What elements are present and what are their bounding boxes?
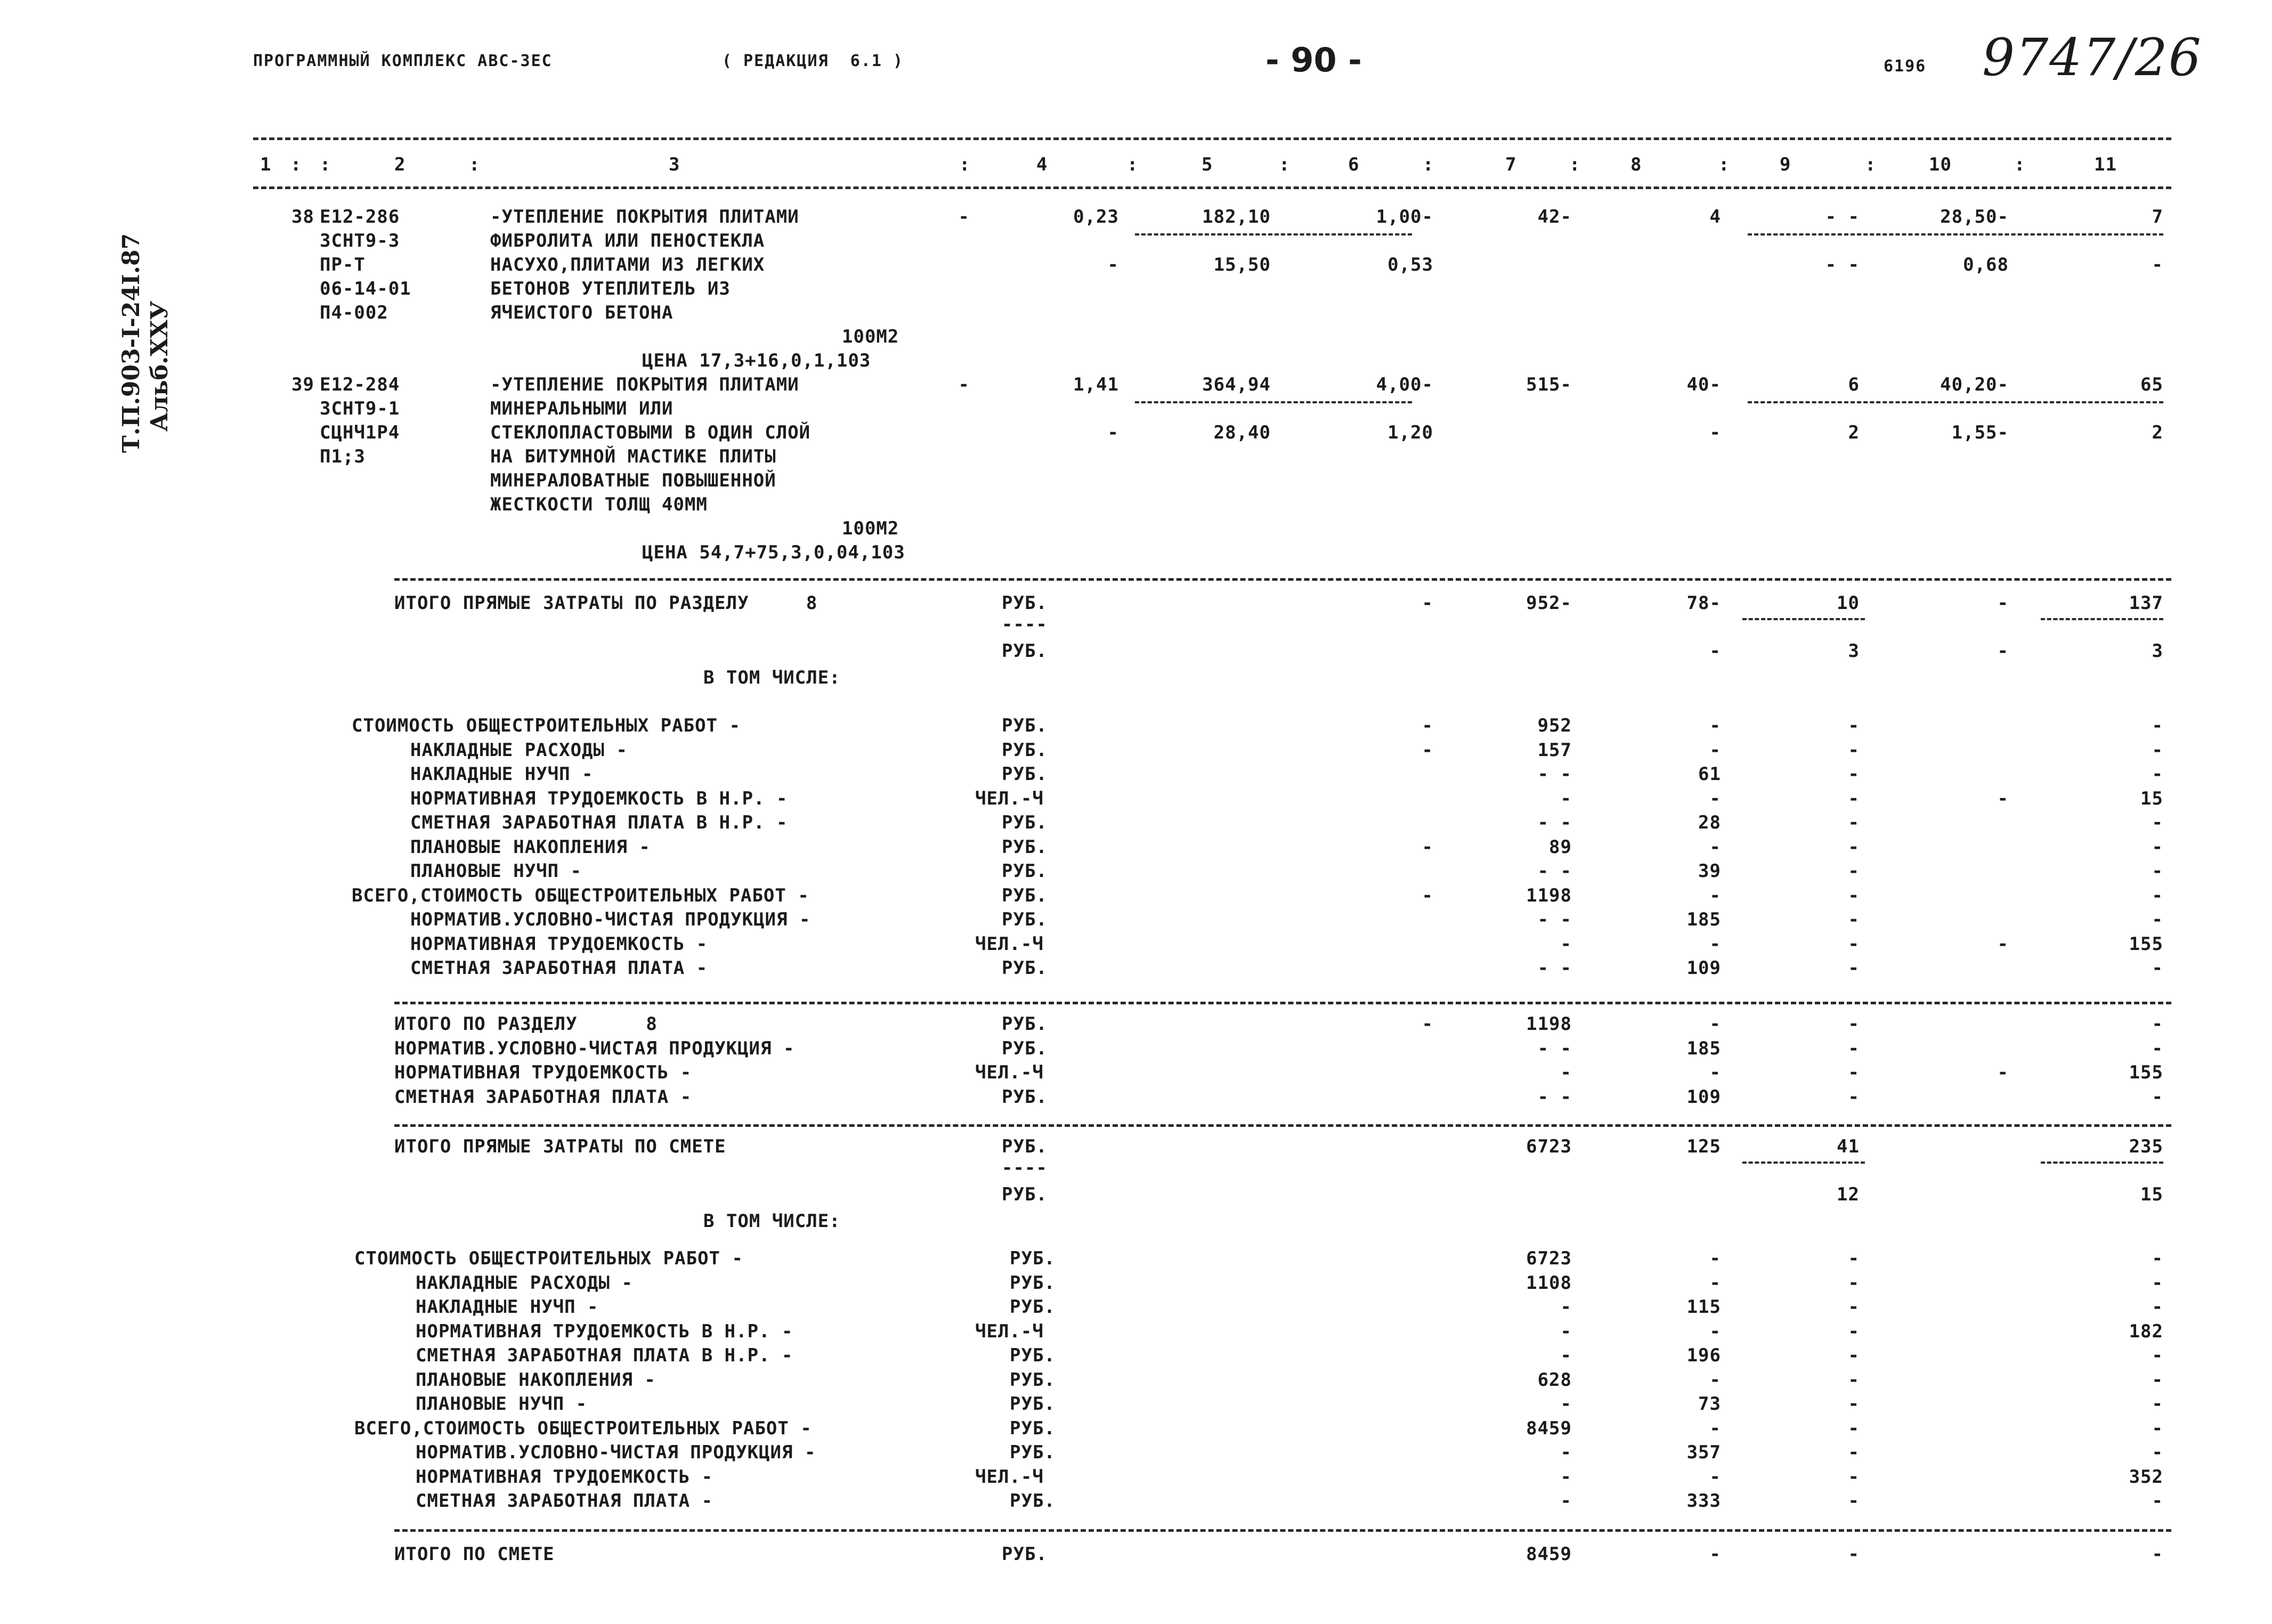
- item-value-c10: 1,55-: [1951, 422, 2009, 443]
- column-separator: :: [1423, 154, 1434, 175]
- section-total-cell-rule: [2041, 618, 2163, 620]
- estimate-breakdown-c8: 333: [1686, 1490, 1721, 1512]
- estimate-breakdown-c7: -: [1560, 1466, 1572, 1488]
- breakdown-unit: РУБ.: [1002, 836, 1048, 858]
- column-separator: :: [1718, 154, 1730, 175]
- estimate-total-cell-rule: [2041, 1162, 2163, 1164]
- summary-unit: РУБ.: [1002, 1013, 1048, 1035]
- column-separator: :: [2014, 154, 2026, 175]
- estimate-breakdown-c11: 182: [2129, 1320, 2163, 1342]
- program-title: ПРОГРАММНЫЙ КОМПЛЕКС АВС-ЗЕС: [253, 52, 553, 70]
- section-total-c9: 3: [1848, 640, 1860, 662]
- item-value-c8: 4: [1709, 206, 1721, 228]
- breakdown-c11: -: [2152, 884, 2163, 906]
- breakdown-unit: РУБ.: [1002, 812, 1048, 833]
- column-separator: :: [1569, 154, 1581, 175]
- breakdown-c11: -: [2152, 909, 2163, 930]
- estimate-breakdown-label: НАКЛАДНЫЕ НУЧП -: [416, 1296, 599, 1318]
- item-value-c4: 1,41: [1073, 374, 1119, 395]
- summary-c7: -: [1560, 1062, 1572, 1083]
- estimate-total-c8: 125: [1686, 1136, 1721, 1157]
- estimate-breakdown-unit: РУБ.: [1010, 1296, 1056, 1318]
- section-total-cell-rule: [1742, 618, 1865, 620]
- page-number: - 90 -: [1265, 40, 1362, 79]
- estimate-breakdown-c9: -: [1848, 1369, 1860, 1391]
- estimate-breakdown-unit: РУБ.: [1010, 1248, 1056, 1269]
- item-cell-rule: [1748, 401, 2163, 403]
- estimate-total-unit2: РУБ.: [1002, 1184, 1048, 1205]
- item-value-c6: 4,00-: [1376, 374, 1433, 395]
- estimate-breakdown-c11: -: [2152, 1248, 2163, 1269]
- section-total-c6: -: [1422, 592, 1433, 614]
- estimate-breakdown-c9: -: [1848, 1272, 1860, 1294]
- header-rule-bottom: [253, 186, 2171, 189]
- section-summary-rule: [394, 1002, 2171, 1004]
- estimate-breakdown-label: ПЛАНОВЫЕ НАКОПЛЕНИЯ -: [416, 1369, 656, 1391]
- item-value-c5: 28,40: [1213, 422, 1271, 443]
- grand-total-label: ИТОГО ПО СМЕТЕ: [394, 1544, 555, 1565]
- item-description-line: -УТЕПЛЕНИЕ ПОКРЫТИЯ ПЛИТАМИ: [490, 374, 799, 395]
- summary-unit: РУБ.: [1002, 1086, 1048, 1108]
- estimate-breakdown-c7: -: [1560, 1320, 1572, 1342]
- breakdown-c7: - -: [1537, 957, 1572, 979]
- column-separator: :: [469, 154, 481, 175]
- estimate-breakdown-label: ВСЕГО,СТОИМОСТЬ ОБЩЕСТРОИТЕЛЬНЫХ РАБОТ -: [354, 1417, 812, 1439]
- estimate-breakdown-c11: -: [2152, 1369, 2163, 1391]
- breakdown-c7: -: [1560, 933, 1572, 955]
- item-value-c3: -: [958, 206, 970, 228]
- item-description-line: МИНЕРАЛОВАТНЫЕ ПОВЫШЕННОЙ: [490, 470, 776, 491]
- item-code: ЗСНТ9-3: [320, 230, 400, 251]
- item-value-c11: 65: [2140, 374, 2163, 395]
- handwritten-reference: 9747/26: [1982, 28, 2202, 87]
- estimate-total-c9: 41: [1837, 1136, 1860, 1157]
- breakdown-label: НАКЛАДНЫЕ РАСХОДЫ -: [410, 739, 628, 761]
- section-total-c9: 10: [1837, 592, 1860, 614]
- item-description-line: -УТЕПЛЕНИЕ ПОКРЫТИЯ ПЛИТАМИ: [490, 206, 799, 228]
- breakdown-c11: -: [2152, 860, 2163, 882]
- breakdown-c8: -: [1709, 836, 1721, 858]
- breakdown-unit: ЧЕЛ.-Ч: [975, 933, 1044, 955]
- breakdown-label: ПЛАНОВЫЕ НУЧП -: [410, 860, 582, 882]
- breakdown-c8: 28: [1698, 812, 1721, 833]
- breakdown-unit: РУБ.: [1002, 860, 1048, 882]
- column-separator: :: [290, 154, 302, 175]
- breakdown-c8: 61: [1698, 764, 1721, 785]
- estimate-breakdown-c9: -: [1848, 1466, 1860, 1488]
- item-code: ЗСНТ9-1: [320, 398, 400, 419]
- column-header-9: 9: [1780, 154, 1791, 175]
- item-number: 38: [291, 206, 314, 228]
- breakdown-c7: -: [1560, 787, 1572, 809]
- breakdown-c7: - -: [1537, 812, 1572, 833]
- column-separator: :: [320, 154, 331, 175]
- breakdown-c9: -: [1848, 884, 1860, 906]
- breakdown-label: НОРМАТИВ.УСЛОВНО-ЧИСТАЯ ПРОДУКЦИЯ -: [410, 909, 811, 930]
- breakdown-c7: - -: [1537, 860, 1572, 882]
- estimate-breakdown-c7: -: [1560, 1393, 1572, 1415]
- item-number: 39: [291, 374, 314, 395]
- estimate-breakdown-c8: 357: [1686, 1442, 1721, 1463]
- grand-total-c8: -: [1709, 1544, 1721, 1565]
- breakdown-c9: -: [1848, 836, 1860, 858]
- breakdown-c6: -: [1422, 836, 1433, 858]
- breakdown-c10: -: [1997, 933, 2009, 955]
- breakdown-c6: -: [1422, 715, 1433, 736]
- breakdown-c10: -: [1997, 787, 2009, 809]
- breakdown-c8: -: [1709, 739, 1721, 761]
- section-total-c10: -: [1997, 640, 2009, 662]
- item-value-c4: -: [1107, 254, 1119, 275]
- breakdown-c9: -: [1848, 715, 1860, 736]
- item-unit: 100М2: [842, 326, 899, 347]
- breakdown-c9: -: [1848, 787, 1860, 809]
- summary-c8: 109: [1686, 1086, 1721, 1108]
- section-total-unit: РУБ.: [1002, 592, 1048, 614]
- estimate-breakdown-c8: 115: [1686, 1296, 1721, 1318]
- edition-label: ( РЕДАКЦИЯ 6.1 ): [722, 52, 904, 70]
- breakdown-c7: 952: [1537, 715, 1572, 736]
- breakdown-c9: -: [1848, 933, 1860, 955]
- estimate-breakdown-label: НОРМАТИВНАЯ ТРУДОЕМКОСТЬ В Н.Р. -: [416, 1320, 793, 1342]
- item-code: Е12-286: [320, 206, 400, 228]
- summary-c8: -: [1709, 1062, 1721, 1083]
- column-header-6: 6: [1348, 154, 1360, 175]
- estimate-total-c11: 15: [2140, 1184, 2163, 1205]
- estimate-breakdown-unit: РУБ.: [1010, 1393, 1056, 1415]
- estimate-breakdown-c7: 1108: [1526, 1272, 1572, 1294]
- item-code: П4-002: [320, 302, 388, 323]
- column-header-8: 8: [1630, 154, 1642, 175]
- item-value-c11: 7: [2152, 206, 2163, 228]
- summary-c11: -: [2152, 1013, 2163, 1035]
- section-total-c8: 78-: [1686, 592, 1721, 614]
- column-header-5: 5: [1202, 154, 1213, 175]
- estimate-breakdown-c11: -: [2152, 1296, 2163, 1318]
- summary-c7: - -: [1537, 1086, 1572, 1108]
- section-rule: [394, 578, 2171, 581]
- summary-unit: РУБ.: [1002, 1037, 1048, 1059]
- summary-c9: -: [1848, 1037, 1860, 1059]
- item-value-c10: 28,50-: [1940, 206, 2009, 228]
- item-description-line: СТЕКЛОПЛАСТОВЫМИ В ОДИН СЛОЙ: [490, 422, 811, 443]
- item-description-line: МИНЕРАЛЬНЫМИ ИЛИ: [490, 398, 674, 419]
- breakdown-label: НОРМАТИВНАЯ ТРУДОЕМКОСТЬ В Н.Р. -: [410, 787, 788, 809]
- column-header-10: 10: [1929, 154, 1952, 175]
- summary-c9: -: [1848, 1086, 1860, 1108]
- estimate-breakdown-c7: -: [1560, 1490, 1572, 1512]
- breakdown-c8: -: [1709, 715, 1721, 736]
- breakdown-unit: РУБ.: [1002, 715, 1048, 736]
- item-code: СЦНЧ1Р4: [320, 422, 400, 443]
- estimate-total-c7: 6723: [1526, 1136, 1572, 1157]
- item-description-line: ЯЧЕИСТОГО БЕТОНА: [490, 302, 674, 323]
- side-stamp-line1: Т.П.903-I-24I.87: [118, 233, 145, 453]
- item-value-c10: 0,68: [1963, 254, 2009, 275]
- section-total-c11: 137: [2129, 592, 2163, 614]
- breakdown-c7: 157: [1537, 739, 1572, 761]
- estimate-breakdown-label: СМЕТНАЯ ЗАРАБОТНАЯ ПЛАТА -: [416, 1490, 713, 1512]
- breakdown-c8: 109: [1686, 957, 1721, 979]
- estimate-breakdown-label: ПЛАНОВЫЕ НУЧП -: [416, 1393, 588, 1415]
- item-value-c7: 515-: [1526, 374, 1572, 395]
- section-total-dash: ----: [1002, 614, 1048, 635]
- summary-c11: -: [2152, 1037, 2163, 1059]
- estimate-breakdown-c9: -: [1848, 1345, 1860, 1366]
- estimate-rule: [394, 1124, 2171, 1127]
- estimate-breakdown-c11: -: [2152, 1417, 2163, 1439]
- breakdown-c9: -: [1848, 957, 1860, 979]
- breakdown-c11: -: [2152, 715, 2163, 736]
- estimate-breakdown-c11: -: [2152, 1490, 2163, 1512]
- item-description-line: БЕТОНОВ УТЕПЛИТЕЛЬ ИЗ: [490, 278, 731, 299]
- estimate-breakdown-c7: -: [1560, 1345, 1572, 1366]
- grand-total-unit: РУБ.: [1002, 1544, 1048, 1565]
- breakdown-c8: 39: [1698, 860, 1721, 882]
- item-value-c8: -: [1709, 422, 1721, 443]
- summary-c11: 155: [2129, 1062, 2163, 1083]
- column-separator: :: [959, 154, 971, 175]
- document-code: 6196: [1884, 57, 1927, 76]
- breakdown-label: СТОИМОСТЬ ОБЩЕСТРОИТЕЛЬНЫХ РАБОТ -: [352, 715, 741, 736]
- item-value-c5: 15,50: [1213, 254, 1271, 275]
- item-code: ПР-Т: [320, 254, 366, 275]
- summary-label: НОРМАТИВНАЯ ТРУДОЕМКОСТЬ -: [394, 1062, 692, 1083]
- estimate-breakdown-label: СТОИМОСТЬ ОБЩЕСТРОИТЕЛЬНЫХ РАБОТ -: [354, 1248, 743, 1269]
- estimate-breakdown-c11: -: [2152, 1442, 2163, 1463]
- estimate-total-label: ИТОГО ПРЯМЫЕ ЗАТРАТЫ ПО СМЕТЕ: [394, 1136, 726, 1157]
- breakdown-label: НОРМАТИВНАЯ ТРУДОЕМКОСТЬ -: [410, 933, 708, 955]
- estimate-breakdown-unit: РУБ.: [1010, 1490, 1056, 1512]
- estimate-breakdown-c9: -: [1848, 1490, 1860, 1512]
- breakdown-label: НАКЛАДНЫЕ НУЧП -: [410, 764, 594, 785]
- summary-label: НОРМАТИВ.УСЛОВНО-ЧИСТАЯ ПРОДУКЦИЯ -: [394, 1037, 795, 1059]
- summary-c10: -: [1997, 1062, 2009, 1083]
- item-value-c3: -: [958, 374, 970, 395]
- breakdown-c7: 1198: [1526, 884, 1572, 906]
- breakdown-c11: -: [2152, 957, 2163, 979]
- summary-c8: -: [1709, 1013, 1721, 1035]
- estimate-breakdown-c8: -: [1709, 1369, 1721, 1391]
- estimate-breakdown-c11: -: [2152, 1345, 2163, 1366]
- column-header-3: 3: [669, 154, 680, 175]
- breakdown-c7: 89: [1549, 836, 1572, 858]
- estimate-breakdown-c8: -: [1709, 1272, 1721, 1294]
- estimate-breakdown-c7: -: [1560, 1442, 1572, 1463]
- estimate-breakdown-c8: -: [1709, 1417, 1721, 1439]
- estimate-total-unit: РУБ.: [1002, 1136, 1048, 1157]
- breakdown-c8: -: [1709, 933, 1721, 955]
- estimate-breakdown-c11: 352: [2129, 1466, 2163, 1488]
- breakdown-c11: -: [2152, 764, 2163, 785]
- item-description-line: НА БИТУМНОЙ МАСТИКЕ ПЛИТЫ: [490, 446, 776, 467]
- item-value-c5: 182,10: [1202, 206, 1271, 228]
- breakdown-c8: -: [1709, 884, 1721, 906]
- breakdown-c9: -: [1848, 812, 1860, 833]
- item-value-c7: 42-: [1537, 206, 1572, 228]
- breakdown-c9: -: [1848, 860, 1860, 882]
- breakdown-c11: 155: [2129, 933, 2163, 955]
- item-value-c6: 1,00-: [1376, 206, 1433, 228]
- item-value-c6: 1,20: [1387, 422, 1433, 443]
- estimate-breakdown-c8: -: [1709, 1466, 1721, 1488]
- item-value-c11: 2: [2152, 422, 2163, 443]
- item-value-c10: 40,20-: [1940, 374, 2009, 395]
- estimate-total-cell-rule: [1742, 1162, 1865, 1164]
- column-header-4: 4: [1036, 154, 1048, 175]
- breakdown-c6: -: [1422, 739, 1433, 761]
- summary-c11: -: [2152, 1086, 2163, 1108]
- section-total-c10: -: [1997, 592, 2009, 614]
- column-header-11: 11: [2094, 154, 2117, 175]
- estimate-breakdown-c9: -: [1848, 1320, 1860, 1342]
- breakdown-c8: -: [1709, 787, 1721, 809]
- breakdown-c9: -: [1848, 739, 1860, 761]
- grand-total-rule: [394, 1529, 2171, 1532]
- item-description-line: ФИБРОЛИТА ИЛИ ПЕНОСТЕКЛА: [490, 230, 765, 251]
- estimate-breakdown-unit: РУБ.: [1010, 1442, 1056, 1463]
- breakdown-unit: РУБ.: [1002, 764, 1048, 785]
- estimate-breakdown-unit: РУБ.: [1010, 1272, 1056, 1294]
- estimate-breakdown-unit: РУБ.: [1010, 1417, 1056, 1439]
- estimate-breakdown-c9: -: [1848, 1248, 1860, 1269]
- item-value-c9: - -: [1825, 254, 1860, 275]
- grand-total-c9: -: [1848, 1544, 1860, 1565]
- section-total-c8: -: [1709, 640, 1721, 662]
- item-unit: 100М2: [842, 518, 899, 539]
- column-header-2: 2: [394, 154, 406, 175]
- summary-unit: ЧЕЛ.-Ч: [975, 1062, 1044, 1083]
- summary-c7: 1198: [1526, 1013, 1572, 1035]
- summary-label: ИТОГО ПО РАЗДЕЛУ 8: [394, 1013, 658, 1035]
- estimate-including-label: В ТОМ ЧИСЛЕ:: [703, 1211, 841, 1232]
- item-price: ЦЕНА 17,3+16,0,1,103: [642, 350, 871, 371]
- item-value-c11: -: [2152, 254, 2163, 275]
- header-rule-top: [253, 137, 2171, 140]
- item-description-line: ЖЕСТКОСТИ ТОЛЩ 40ММ: [490, 494, 708, 515]
- section-including-label: В ТОМ ЧИСЛЕ:: [703, 667, 841, 688]
- item-value-c4: -: [1107, 422, 1119, 443]
- estimate-breakdown-c7: -: [1560, 1296, 1572, 1318]
- side-stamp-line2: Альб.XXУ: [146, 301, 173, 432]
- column-separator: :: [1865, 154, 1877, 175]
- estimate-breakdown-unit: ЧЕЛ.-Ч: [975, 1320, 1044, 1342]
- item-code: П1;3: [320, 446, 366, 467]
- estimate-breakdown-c8: 196: [1686, 1345, 1721, 1366]
- estimate-breakdown-label: НОРМАТИВ.УСЛОВНО-ЧИСТАЯ ПРОДУКЦИЯ -: [416, 1442, 816, 1463]
- grand-total-c11: -: [2152, 1544, 2163, 1565]
- item-value-c6: 0,53: [1387, 254, 1433, 275]
- breakdown-c11: -: [2152, 739, 2163, 761]
- summary-c7: - -: [1537, 1037, 1572, 1059]
- section-total-c7: 952-: [1526, 592, 1572, 614]
- breakdown-c11: -: [2152, 836, 2163, 858]
- item-value-c4: 0,23: [1073, 206, 1119, 228]
- breakdown-c6: -: [1422, 884, 1433, 906]
- estimate-total-dash: ----: [1002, 1157, 1048, 1179]
- breakdown-c9: -: [1848, 909, 1860, 930]
- breakdown-c9: -: [1848, 764, 1860, 785]
- column-separator: :: [1127, 154, 1139, 175]
- breakdown-c7: - -: [1537, 764, 1572, 785]
- breakdown-label: ПЛАНОВЫЕ НАКОПЛЕНИЯ -: [410, 836, 651, 858]
- section-total-c11: 3: [2152, 640, 2163, 662]
- estimate-breakdown-c11: -: [2152, 1393, 2163, 1415]
- summary-c8: 185: [1686, 1037, 1721, 1059]
- estimate-breakdown-c9: -: [1848, 1417, 1860, 1439]
- breakdown-c11: 15: [2140, 787, 2163, 809]
- estimate-breakdown-c9: -: [1848, 1296, 1860, 1318]
- breakdown-unit: РУБ.: [1002, 884, 1048, 906]
- section-total-label: ИТОГО ПРЯМЫЕ ЗАТРАТЫ ПО РАЗДЕЛУ 8: [394, 592, 818, 614]
- summary-c9: -: [1848, 1013, 1860, 1035]
- breakdown-label: СМЕТНАЯ ЗАРАБОТНАЯ ПЛАТА В Н.Р. -: [410, 812, 788, 833]
- item-cell-rule: [1135, 233, 1412, 236]
- breakdown-c7: - -: [1537, 909, 1572, 930]
- estimate-breakdown-c7: 8459: [1526, 1417, 1572, 1439]
- estimate-breakdown-label: СМЕТНАЯ ЗАРАБОТНАЯ ПЛАТА В Н.Р. -: [416, 1345, 793, 1366]
- item-value-c5: 364,94: [1202, 374, 1271, 395]
- estimate-breakdown-unit: РУБ.: [1010, 1345, 1056, 1366]
- breakdown-label: ВСЕГО,СТОИМОСТЬ ОБЩЕСТРОИТЕЛЬНЫХ РАБОТ -: [352, 884, 809, 906]
- breakdown-unit: ЧЕЛ.-Ч: [975, 787, 1044, 809]
- breakdown-unit: РУБ.: [1002, 909, 1048, 930]
- estimate-breakdown-c9: -: [1848, 1442, 1860, 1463]
- estimate-breakdown-c7: 6723: [1526, 1248, 1572, 1269]
- estimate-breakdown-c8: -: [1709, 1248, 1721, 1269]
- section-total-unit2: РУБ.: [1002, 640, 1048, 662]
- estimate-breakdown-c11: -: [2152, 1272, 2163, 1294]
- item-value-c8: 40-: [1686, 374, 1721, 395]
- estimate-breakdown-label: НАКЛАДНЫЕ РАСХОДЫ -: [416, 1272, 633, 1294]
- breakdown-c8: 185: [1686, 909, 1721, 930]
- column-header-7: 7: [1505, 154, 1517, 175]
- column-header-1: 1: [260, 154, 272, 175]
- item-code: Е12-284: [320, 374, 400, 395]
- estimate-breakdown-c8: 73: [1698, 1393, 1721, 1415]
- breakdown-unit: РУБ.: [1002, 739, 1048, 761]
- grand-total-c7: 8459: [1526, 1544, 1572, 1565]
- item-cell-rule: [1748, 233, 2163, 236]
- estimate-breakdown-unit: ЧЕЛ.-Ч: [975, 1466, 1044, 1488]
- breakdown-unit: РУБ.: [1002, 957, 1048, 979]
- item-value-c9: 6: [1848, 374, 1860, 395]
- column-separator: :: [1279, 154, 1291, 175]
- summary-c6: -: [1422, 1013, 1433, 1035]
- item-cell-rule: [1135, 401, 1412, 403]
- estimate-breakdown-c8: -: [1709, 1320, 1721, 1342]
- item-code: 06-14-01: [320, 278, 411, 299]
- estimate-total-c9: 12: [1837, 1184, 1860, 1205]
- estimate-total-c11: 235: [2129, 1136, 2163, 1157]
- summary-c9: -: [1848, 1062, 1860, 1083]
- summary-label: СМЕТНАЯ ЗАРАБОТНАЯ ПЛАТА -: [394, 1086, 692, 1108]
- item-description-line: НАСУХО,ПЛИТАМИ ИЗ ЛЕГКИХ: [490, 254, 765, 275]
- breakdown-c11: -: [2152, 812, 2163, 833]
- estimate-breakdown-c9: -: [1848, 1393, 1860, 1415]
- breakdown-label: СМЕТНАЯ ЗАРАБОТНАЯ ПЛАТА -: [410, 957, 708, 979]
- item-value-c9: 2: [1848, 422, 1860, 443]
- item-value-c9: - -: [1825, 206, 1860, 228]
- estimate-breakdown-unit: РУБ.: [1010, 1369, 1056, 1391]
- estimate-breakdown-label: НОРМАТИВНАЯ ТРУДОЕМКОСТЬ -: [416, 1466, 713, 1488]
- estimate-breakdown-c7: 628: [1537, 1369, 1572, 1391]
- item-price: ЦЕНА 54,7+75,3,0,04,103: [642, 542, 905, 563]
